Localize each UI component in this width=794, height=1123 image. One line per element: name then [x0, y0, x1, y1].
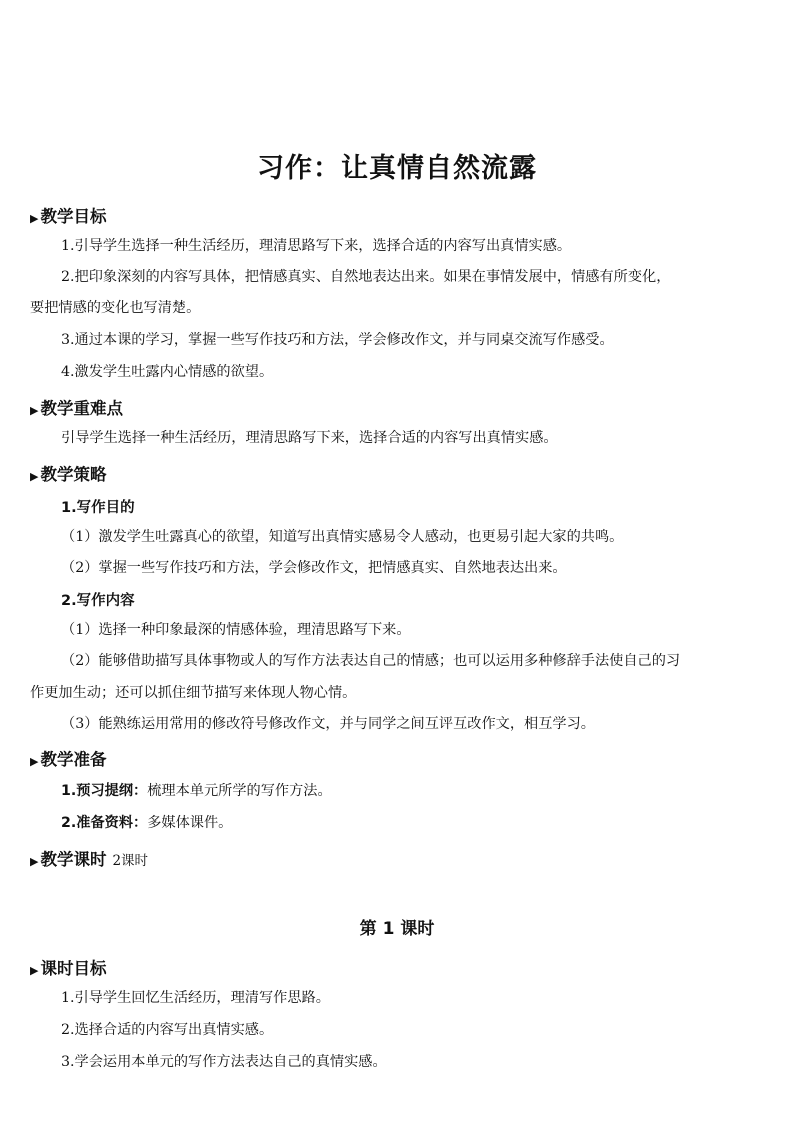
- preparation-item: [61, 813, 232, 833]
- arrow-icon: ▶: [30, 755, 39, 768]
- hours-value: 2课时: [112, 853, 149, 869]
- goal-item-continued: 要把情感的变化也写清楚。: [30, 300, 201, 316]
- arrow-icon: ▶: [30, 212, 39, 225]
- arrow-icon: ▶: [30, 404, 39, 417]
- strategy-content-item: （2）能够借助描写具体事物或人的写作方法表达自己的情感；也可以运用多种修辞手法使自己的习: [61, 653, 681, 669]
- lesson-goal-item: 2.选择合适的内容写出真情实感。: [61, 1022, 274, 1038]
- section-heading-key-points: ▶ 教学重难点: [30, 399, 123, 418]
- strategy-content-item: （3）能熟练运用常用的修改符号修改作文，并与同学之间互评互改作文，相互学习。: [61, 716, 595, 732]
- page-title: 习作：让真情自然流露: [257, 153, 537, 184]
- lesson-goal-item: 1.引导学生回忆生活经历，理清写作思路。: [61, 990, 330, 1006]
- arrow-icon: ▶: [30, 855, 39, 868]
- preparation-label: 2.准备资料：: [61, 815, 148, 831]
- section-heading-hours: ▶ 教学课时 2课时: [30, 850, 149, 869]
- strategy-content-item-continued: 作更加生动；还可以抓住细节描写来体现人物心情。: [30, 685, 357, 701]
- preparation-item: [61, 781, 332, 801]
- section-heading-lesson-goals: ▶ 课时目标: [30, 959, 107, 978]
- lesson-goal-item: 3.学会运用本单元的写作方法表达自己的真情实感。: [61, 1054, 387, 1070]
- section-heading-strategy: ▶ 教学策略: [30, 465, 107, 484]
- goal-item: 4.激发学生吐露内心情感的欲望。: [61, 364, 274, 380]
- section-heading-goals: ▶ 教学目标: [30, 207, 107, 226]
- strategy-purpose-item: （2）掌握一些写作技巧和方法，学会修改作文，把情感真实、自然地表达出来。: [61, 560, 567, 576]
- preparation-label: 1.预习提纲：: [61, 783, 148, 799]
- goal-item: 3.通过本课的学习，掌握一些写作技巧和方法，学会修改作文，并与同桌交流写作感受。: [61, 332, 614, 348]
- lesson-title: 第 1 课时: [359, 919, 435, 939]
- strategy-content-title: 2.写作内容: [61, 593, 135, 609]
- key-points-text: 引导学生选择一种生活经历，理清思路写下来，选择合适的内容写出真情实感。: [61, 430, 558, 446]
- strategy-content-item: （1）选择一种印象最深的情感体验，理清思路写下来。: [61, 622, 411, 638]
- preparation-text: 多媒体课件。: [147, 815, 233, 831]
- goal-item: 1.引导学生选择一种生活经历，理清思路写下来，选择合适的内容写出真情实感。: [61, 238, 572, 254]
- preparation-text: 梳理本单元所学的写作方法。: [147, 783, 332, 799]
- strategy-purpose-title: 1.写作目的: [61, 500, 135, 516]
- section-heading-preparation: ▶ 教学准备: [30, 750, 107, 769]
- arrow-icon: ▶: [30, 964, 39, 977]
- arrow-icon: ▶: [30, 470, 39, 483]
- strategy-purpose-item: （1）激发学生吐露真心的欲望，知道写出真情实感易令人感动，也更易引起大家的共鸣。: [61, 529, 624, 545]
- goal-item: 2.把印象深刻的内容写具体，把情感真实、自然地表达出来。如果在事情发展中，情感有所变化，: [61, 269, 671, 285]
